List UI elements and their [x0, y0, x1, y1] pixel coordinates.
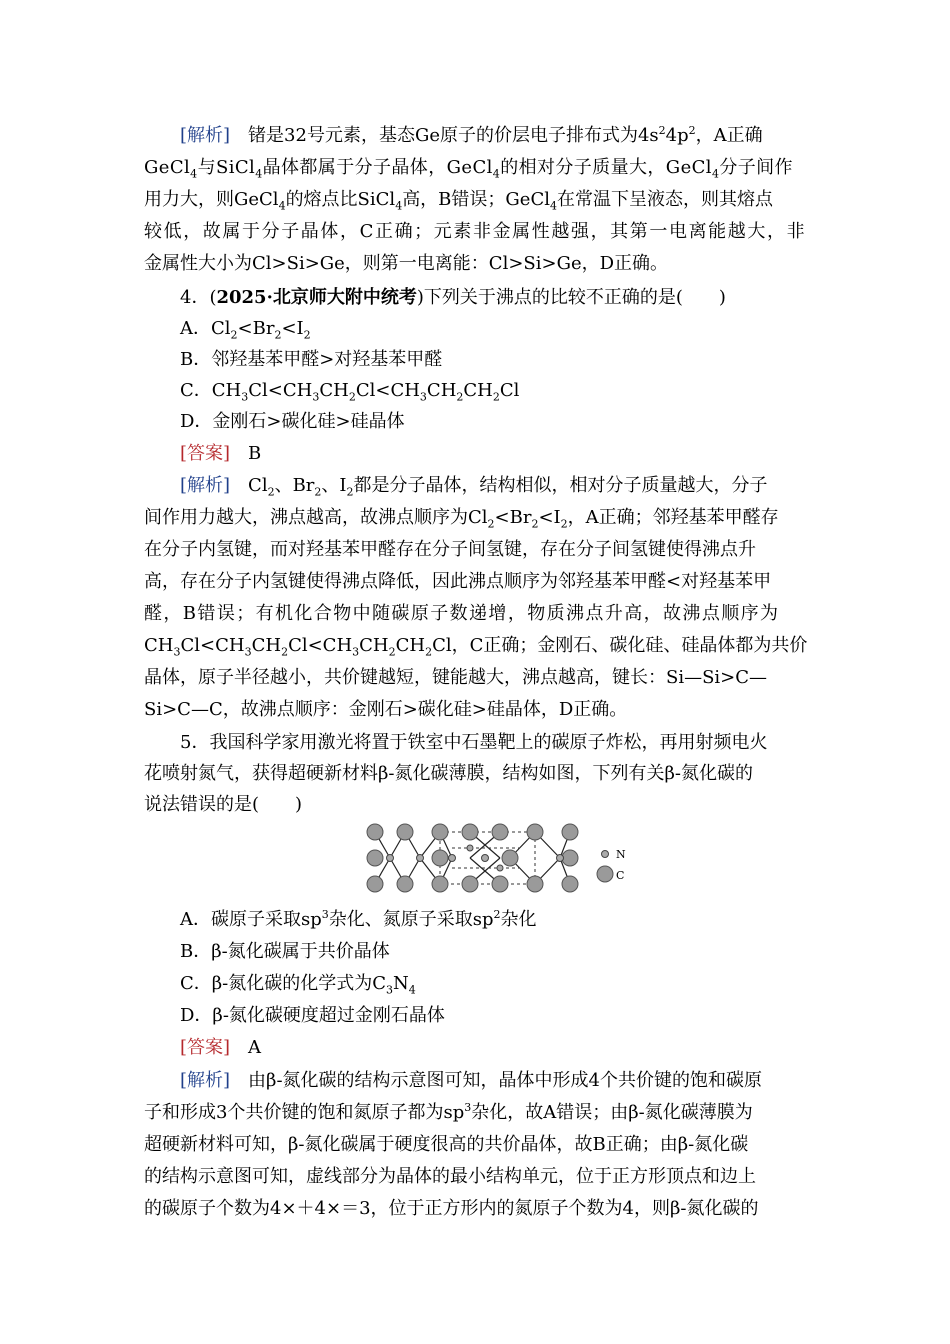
analysis-line-5: 金属性大小为Cl>Si>Ge，则第一电离能：Cl>Si>Ge，D正确。: [144, 253, 669, 274]
analysis-line-3: 用力大，则GeCl$_4$的熔点比SiCl$_4$高，B错误；GeCl$_4$在常温下呈液态，则其熔点: [144, 189, 773, 213]
analysis-tag: [解析]: [180, 1070, 231, 1091]
carbon-atoms: [367, 824, 578, 892]
option-c: C．$CH_3Cl<CH_3CH_2Cl<CH_3CH_2CH_2Cl$: [180, 380, 520, 404]
nitrogen-atoms: [387, 845, 564, 871]
analysis2-line-8: Si>C—C，故沸点顺序：金刚石>碳化硅>硅晶体，D正确。: [144, 699, 628, 720]
question-4-stem: 4．(2025·北京师大附中统考)下列关于沸点的比较不正确的是( ): [180, 287, 726, 308]
analysis2-line-7: 晶体，原子半径越小，共价键越短，键能越大，沸点越高，键长：Si—Si>C—: [144, 667, 768, 688]
legend-c-dot: [597, 866, 613, 882]
q5-option-c: C．β-氮化碳的化学式为$C_3N_4$: [180, 973, 416, 997]
answer-tag: [答案]: [180, 1037, 231, 1058]
option-d: D．金刚石>碳化硅>硅晶体: [180, 411, 405, 432]
analysis-line-4: 较低，故属于分子晶体，C正确；元素非金属性越强，其第一电离能越大，非: [144, 221, 807, 242]
analysis-line-1: [解析] 锗是32号元素，基态Ge原子的价层电子排布式为$4s^24p^2$，A正确: [180, 124, 763, 146]
answer-line-5: [180, 1032, 261, 1064]
answer-tag: [答案]: [180, 443, 231, 464]
analysis2-line-1: [解析] $Cl_2$、$Br_2$、$I_2$都是分子晶体，结构相似，相对分子质量越大，分子: [180, 475, 768, 499]
option-a: A．$Cl_2<Br_2<I_2$: [180, 318, 311, 342]
analysis2-line-2: 间作用力越大，沸点越高，故沸点顺序为$Cl_2<Br_2<I_2$，A正确；邻羟基苯甲醛存: [144, 507, 779, 531]
legend-c-label: C: [616, 869, 625, 882]
q5-option-d: D．β-氮化碳硬度超过金刚石晶体: [180, 1005, 445, 1026]
answer-value: B: [248, 443, 262, 464]
q5-option-a: A．碳原子采取$sp^3$杂化、氮原子采取$sp^2$杂化: [180, 908, 537, 930]
analysis3-line-5: 的碳原子个数为4×＋4×＝3，位于正方形内的氮原子个数为4，则β-氮化碳的: [144, 1198, 759, 1219]
analysis2-line-6: $CH_3Cl<CH_3CH_2Cl<CH_3CH_2CH_2Cl$，C正确；金刚石、碳化硅、硅晶体都为共价: [144, 635, 808, 659]
analysis2-line-3: 在分子内氢键，而对羟基苯甲醛存在分子间氢键，存在分子间氢键使得沸点升: [144, 539, 756, 560]
legend: [597, 848, 626, 882]
analysis2-line-4: 高，存在分子内氢键使得沸点降低，因此沸点顺序为邻羟基苯甲醛<对羟基苯甲: [144, 571, 772, 592]
beta-carbon-nitride-structure: [360, 818, 630, 900]
analysis-tag: [解析]: [180, 475, 231, 496]
option-b: B．邻羟基苯甲醛>对羟基苯甲醛: [180, 349, 443, 370]
question-source: 2025·北京师大附中统考: [216, 287, 417, 308]
legend-n-label: N: [616, 848, 626, 861]
analysis3-line-2: 子和形成3个共价键的饱和氮原子都为$sp^3$杂化，故A错误；由β-氮化碳薄膜为: [144, 1101, 753, 1123]
analysis-tag: [解析]: [180, 125, 231, 146]
question-5-line-3: 说法错误的是( ): [144, 794, 303, 815]
answer-line-4: [180, 438, 261, 470]
analysis-line-2: GeCl$_4$与SiCl$_4$晶体都属于分子晶体，GeCl$_4$的相对分子质量大，GeCl$_4$分子间作: [144, 157, 793, 181]
analysis3-line-4: 的结构示意图可知，虚线部分为晶体的最小结构单元，位于正方形顶点和边上: [144, 1166, 756, 1187]
legend-n-dot: [602, 851, 609, 858]
question-5-line-1: 5．我国科学家用激光将置于铁室中石墨靶上的碳原子炸松，再用射频电火: [180, 732, 768, 753]
analysis3-line-3: 超硬新材料可知，β-氮化碳属于硬度很高的共价晶体，故B正确；由β-氮化碳: [144, 1134, 749, 1155]
analysis2-line-5: 醛，B错误；有机化合物中随碳原子数递增，物质沸点升高，故沸点顺序为: [144, 603, 780, 624]
answer-value: A: [248, 1037, 262, 1058]
q5-option-b: B．β-氮化碳属于共价晶体: [180, 941, 390, 962]
analysis3-line-1: [解析] 由β-氮化碳的结构示意图可知，晶体中形成4个共价键的饱和碳原: [180, 1070, 762, 1091]
question-5-line-2: 花喷射氮气，获得超硬新材料β-氮化碳薄膜，结构如图，下列有关β-氮化碳的: [144, 763, 753, 784]
